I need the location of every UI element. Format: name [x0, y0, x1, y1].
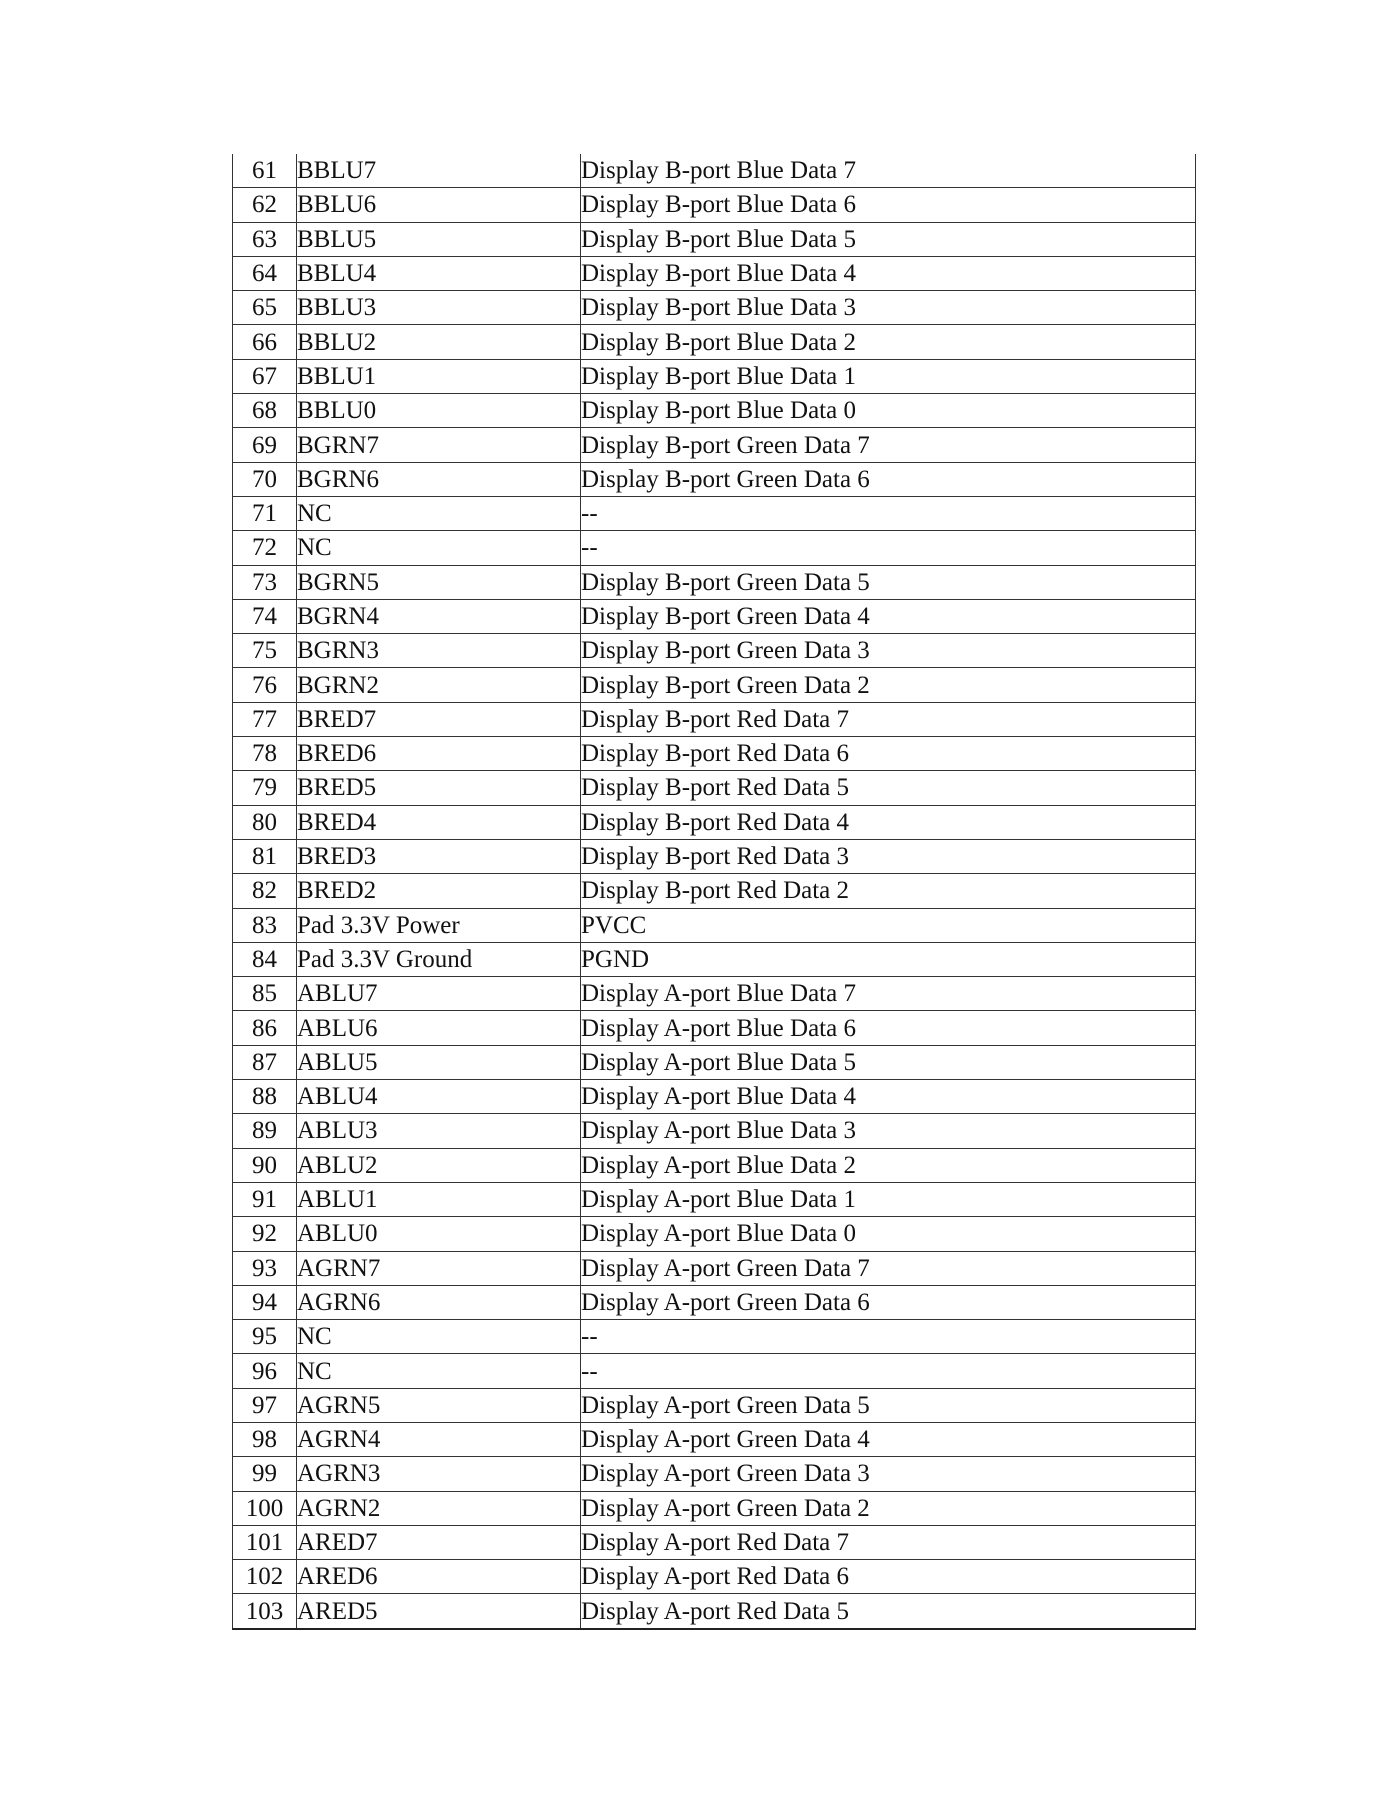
pin-number-cell: 77 [233, 702, 297, 736]
pin-number-cell: 68 [233, 394, 297, 428]
pin-number-cell: 61 [233, 154, 297, 188]
table-row [233, 1251, 1196, 1285]
pin-table-body [233, 154, 1196, 1629]
table-row [233, 1114, 1196, 1148]
pin-number-cell: 89 [233, 1114, 297, 1148]
pin-number-cell: 96 [233, 1354, 297, 1388]
pin-number-cell: 84 [233, 942, 297, 976]
pin-description-cell: Display A-port Blue Data 1 [581, 1182, 1196, 1216]
pin-number-cell: 62 [233, 188, 297, 222]
pin-name-cell: BGRN7 [297, 428, 581, 462]
table-row [233, 1285, 1196, 1319]
table-row [233, 496, 1196, 530]
pin-number-cell: 83 [233, 908, 297, 942]
pin-description-cell: PGND [581, 942, 1196, 976]
pin-number-cell: 102 [233, 1560, 297, 1594]
pin-number-cell: 95 [233, 1320, 297, 1354]
pin-number-cell: 70 [233, 462, 297, 496]
pin-description-cell: Display B-port Red Data 6 [581, 737, 1196, 771]
pin-description-cell: Display A-port Green Data 5 [581, 1388, 1196, 1422]
table-row [233, 1045, 1196, 1079]
pin-name-cell: BBLU2 [297, 325, 581, 359]
pin-name-cell: BBLU6 [297, 188, 581, 222]
pin-description-cell: -- [581, 1320, 1196, 1354]
pin-assignment-table [232, 154, 1196, 1630]
pin-description-cell: Display A-port Green Data 4 [581, 1422, 1196, 1456]
pin-number-cell: 99 [233, 1457, 297, 1491]
pin-description-cell: Display B-port Blue Data 7 [581, 154, 1196, 188]
table-row [233, 291, 1196, 325]
table-row [233, 1354, 1196, 1388]
pin-description-cell: PVCC [581, 908, 1196, 942]
pin-description-cell: Display A-port Blue Data 2 [581, 1148, 1196, 1182]
pin-number-cell: 76 [233, 668, 297, 702]
pin-number-cell: 101 [233, 1525, 297, 1559]
pin-number-cell: 79 [233, 771, 297, 805]
table-row [233, 908, 1196, 942]
pin-number-cell: 74 [233, 599, 297, 633]
pin-description-cell: Display B-port Green Data 2 [581, 668, 1196, 702]
pin-name-cell: ABLU3 [297, 1114, 581, 1148]
pin-number-cell: 78 [233, 737, 297, 771]
pin-name-cell: Pad 3.3V Power [297, 908, 581, 942]
table-row [233, 1182, 1196, 1216]
pin-name-cell: BGRN5 [297, 565, 581, 599]
pin-description-cell: -- [581, 496, 1196, 530]
pin-description-cell: Display A-port Blue Data 5 [581, 1045, 1196, 1079]
pin-number-cell: 91 [233, 1182, 297, 1216]
pin-name-cell: NC [297, 496, 581, 530]
table-row [233, 222, 1196, 256]
pin-name-cell: AGRN3 [297, 1457, 581, 1491]
pin-name-cell: BRED5 [297, 771, 581, 805]
pin-number-cell: 85 [233, 977, 297, 1011]
pin-description-cell: Display A-port Red Data 6 [581, 1560, 1196, 1594]
pin-description-cell: Display B-port Green Data 4 [581, 599, 1196, 633]
pin-description-cell: -- [581, 1354, 1196, 1388]
table-row [233, 1422, 1196, 1456]
pin-number-cell: 97 [233, 1388, 297, 1422]
table-row [233, 1388, 1196, 1422]
table-row [233, 977, 1196, 1011]
pin-number-cell: 103 [233, 1594, 297, 1629]
pin-name-cell: BBLU1 [297, 359, 581, 393]
pin-description-cell: Display B-port Blue Data 2 [581, 325, 1196, 359]
pin-number-cell: 100 [233, 1491, 297, 1525]
table-row [233, 1560, 1196, 1594]
pin-number-cell: 67 [233, 359, 297, 393]
pin-name-cell: ABLU0 [297, 1217, 581, 1251]
pin-description-cell: Display A-port Green Data 6 [581, 1285, 1196, 1319]
table-row [233, 359, 1196, 393]
pin-number-cell: 64 [233, 256, 297, 290]
table-row [233, 1525, 1196, 1559]
table-row [233, 565, 1196, 599]
pin-description-cell: Display B-port Red Data 3 [581, 839, 1196, 873]
pin-name-cell: BRED7 [297, 702, 581, 736]
table-row [233, 1320, 1196, 1354]
pin-description-cell: Display B-port Blue Data 5 [581, 222, 1196, 256]
pin-description-cell: Display B-port Green Data 7 [581, 428, 1196, 462]
pin-name-cell: BBLU3 [297, 291, 581, 325]
table-row [233, 428, 1196, 462]
table-row [233, 1217, 1196, 1251]
pin-name-cell: BGRN4 [297, 599, 581, 633]
pin-number-cell: 72 [233, 531, 297, 565]
table-row [233, 634, 1196, 668]
pin-name-cell: ABLU5 [297, 1045, 581, 1079]
table-row [233, 737, 1196, 771]
pin-name-cell: ABLU2 [297, 1148, 581, 1182]
pin-description-cell: Display A-port Green Data 2 [581, 1491, 1196, 1525]
pin-name-cell: AGRN2 [297, 1491, 581, 1525]
pin-name-cell: AGRN5 [297, 1388, 581, 1422]
pin-name-cell: Pad 3.3V Ground [297, 942, 581, 976]
table-row [233, 154, 1196, 188]
pin-name-cell: BRED4 [297, 805, 581, 839]
table-row [233, 599, 1196, 633]
pin-name-cell: BBLU4 [297, 256, 581, 290]
pin-number-cell: 75 [233, 634, 297, 668]
table-row [233, 188, 1196, 222]
pin-description-cell: Display B-port Red Data 5 [581, 771, 1196, 805]
pin-name-cell: ABLU7 [297, 977, 581, 1011]
pin-name-cell: BGRN6 [297, 462, 581, 496]
pin-description-cell: Display A-port Blue Data 3 [581, 1114, 1196, 1148]
pin-description-cell: Display A-port Green Data 3 [581, 1457, 1196, 1491]
pin-name-cell: BGRN3 [297, 634, 581, 668]
pin-number-cell: 87 [233, 1045, 297, 1079]
table-row [233, 1011, 1196, 1045]
pin-name-cell: BBLU7 [297, 154, 581, 188]
pin-description-cell: Display B-port Red Data 2 [581, 874, 1196, 908]
table-row [233, 256, 1196, 290]
table-row [233, 668, 1196, 702]
pin-number-cell: 90 [233, 1148, 297, 1182]
pin-name-cell: ARED7 [297, 1525, 581, 1559]
table-row [233, 394, 1196, 428]
pin-description-cell: Display A-port Blue Data 7 [581, 977, 1196, 1011]
table-row [233, 805, 1196, 839]
pin-name-cell: BRED3 [297, 839, 581, 873]
pin-description-cell: Display B-port Green Data 5 [581, 565, 1196, 599]
pin-name-cell: AGRN7 [297, 1251, 581, 1285]
pin-name-cell: BBLU5 [297, 222, 581, 256]
pin-number-cell: 93 [233, 1251, 297, 1285]
pin-number-cell: 88 [233, 1080, 297, 1114]
pin-description-cell: Display A-port Red Data 5 [581, 1594, 1196, 1629]
pin-name-cell: NC [297, 531, 581, 565]
pin-description-cell: Display A-port Red Data 7 [581, 1525, 1196, 1559]
pin-number-cell: 92 [233, 1217, 297, 1251]
pin-number-cell: 86 [233, 1011, 297, 1045]
pin-description-cell: Display A-port Green Data 7 [581, 1251, 1196, 1285]
table-row [233, 325, 1196, 359]
pin-number-cell: 73 [233, 565, 297, 599]
table-row [233, 942, 1196, 976]
pin-description-cell: Display B-port Blue Data 3 [581, 291, 1196, 325]
pin-description-cell: Display A-port Blue Data 4 [581, 1080, 1196, 1114]
pin-description-cell: Display B-port Blue Data 0 [581, 394, 1196, 428]
pin-name-cell: AGRN6 [297, 1285, 581, 1319]
pin-number-cell: 98 [233, 1422, 297, 1456]
pin-description-cell: Display B-port Blue Data 1 [581, 359, 1196, 393]
pin-number-cell: 82 [233, 874, 297, 908]
pin-description-cell: Display B-port Green Data 3 [581, 634, 1196, 668]
pin-name-cell: BBLU0 [297, 394, 581, 428]
table-row [233, 839, 1196, 873]
pin-number-cell: 81 [233, 839, 297, 873]
pin-description-cell: Display B-port Blue Data 4 [581, 256, 1196, 290]
pin-name-cell: ABLU6 [297, 1011, 581, 1045]
pin-name-cell: ABLU4 [297, 1080, 581, 1114]
pin-name-cell: ARED6 [297, 1560, 581, 1594]
pin-number-cell: 80 [233, 805, 297, 839]
pin-name-cell: NC [297, 1354, 581, 1388]
pin-number-cell: 65 [233, 291, 297, 325]
table-row [233, 1148, 1196, 1182]
pin-number-cell: 69 [233, 428, 297, 462]
table-row [233, 462, 1196, 496]
table-row [233, 1457, 1196, 1491]
pin-name-cell: ARED5 [297, 1594, 581, 1629]
table-row [233, 531, 1196, 565]
pin-name-cell: ABLU1 [297, 1182, 581, 1216]
pin-name-cell: BRED6 [297, 737, 581, 771]
pin-name-cell: AGRN4 [297, 1422, 581, 1456]
pin-description-cell: Display A-port Blue Data 0 [581, 1217, 1196, 1251]
table-row [233, 874, 1196, 908]
table-row [233, 1594, 1196, 1629]
pin-number-cell: 66 [233, 325, 297, 359]
pin-name-cell: NC [297, 1320, 581, 1354]
pin-description-cell: Display B-port Green Data 6 [581, 462, 1196, 496]
pin-description-cell: Display B-port Red Data 7 [581, 702, 1196, 736]
table-row [233, 1080, 1196, 1114]
pin-description-cell: -- [581, 531, 1196, 565]
pin-number-cell: 63 [233, 222, 297, 256]
pin-description-cell: Display A-port Blue Data 6 [581, 1011, 1196, 1045]
pin-number-cell: 94 [233, 1285, 297, 1319]
table-row [233, 1491, 1196, 1525]
table-row [233, 702, 1196, 736]
table-row [233, 771, 1196, 805]
pin-description-cell: Display B-port Blue Data 6 [581, 188, 1196, 222]
pin-name-cell: BRED2 [297, 874, 581, 908]
pin-description-cell: Display B-port Red Data 4 [581, 805, 1196, 839]
pin-name-cell: BGRN2 [297, 668, 581, 702]
pin-number-cell: 71 [233, 496, 297, 530]
